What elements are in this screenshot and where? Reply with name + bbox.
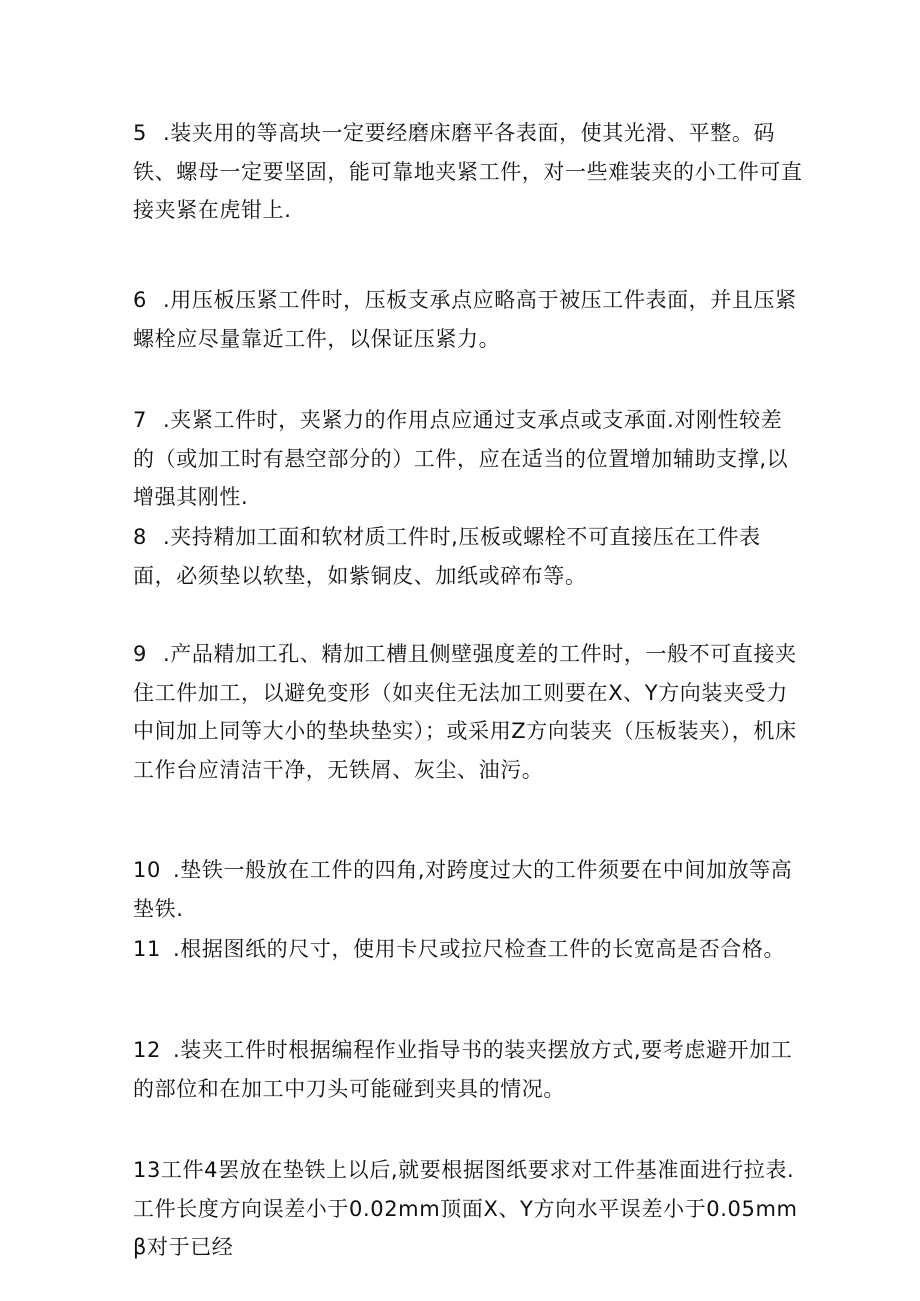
paragraph-item-10 (133, 851, 803, 928)
paragraph-item-7 (133, 401, 803, 517)
paragraph-item-12 (133, 1031, 803, 1108)
paragraph-item-9 (133, 635, 803, 789)
paragraph-item-5 (133, 114, 803, 230)
paragraph-text: .装夹用的等高块一定要经磨床磨平各表面，使其光滑、平整。码铁、螺母一定要坚固，能可靠地夹紧工件，对一些难装夹的小工件可直接夹紧在虎钳上. (133, 121, 803, 222)
paragraph-number: 12 (133, 1038, 161, 1062)
paragraph-number: 9 (133, 642, 147, 666)
paragraph-number: 8 (133, 525, 147, 549)
paragraph-item-11 (133, 930, 803, 969)
paragraph-item-13 (133, 1151, 803, 1267)
paragraph-text: .夹持精加工面和软材质工件时,压板或螺栓不可直接压在工件表面，必须垫以软垫，如紫铜皮、加纸或碎布等。 (133, 525, 761, 588)
paragraph-text: .垫铁一般放在工件的四角,对跨度过大的工件须要在中间加放等高垫铁. (133, 858, 793, 921)
paragraph-number: 6 (133, 288, 147, 312)
paragraph-number: 10 (133, 858, 161, 882)
paragraph-text: .根据图纸的尺寸，使用卡尺或拉尺检查工件的长宽高是否合格。 (173, 937, 786, 961)
paragraph-number: 5 (133, 121, 147, 145)
paragraph-text: .用压板压紧工件时，压板支承点应略高于被压工件表面，并且压紧螺栓应尽量靠近工件，以保证压紧力。 (133, 288, 797, 351)
paragraph-item-8 (133, 518, 803, 595)
paragraph-text: .产品精加工孔、精加工槽且侧壁强度差的工件时，一般不可直接夹住工件加工，以避免变形（如夹住无法加工则要在X、Y方向装夹受力中间加上同等大小的垫块垫实）；或采用Z方向装夹（压板装夹），机床工作台应清洁干净，无铁屑、灰尘、油污。 (133, 642, 797, 782)
paragraph-number: 11 (133, 937, 161, 961)
paragraph-text: 工件4罢放在垫铁上以后,就要根据图纸要求对工件基准面进行拉表.工件长度方向误差小于0.02mm顶面X、Y方向水平误差小于0.05mmβ对于已经 (133, 1158, 798, 1259)
paragraph-number: 7 (133, 408, 147, 432)
paragraph-number: 13 (133, 1158, 161, 1182)
paragraph-text: .装夹工件时根据编程作业指导书的装夹摆放方式,要考虑避开加工的部位和在加工中刀头可能碰到夹具的情况。 (133, 1038, 793, 1101)
paragraph-text: .夹紧工件时，夹紧力的作用点应通过支承点或支承面.对刚性较差的（或加工时有悬空部分的）工件，应在适当的位置增加辅助支撑,以增强其刚性. (133, 408, 789, 509)
paragraph-item-6 (133, 281, 803, 358)
